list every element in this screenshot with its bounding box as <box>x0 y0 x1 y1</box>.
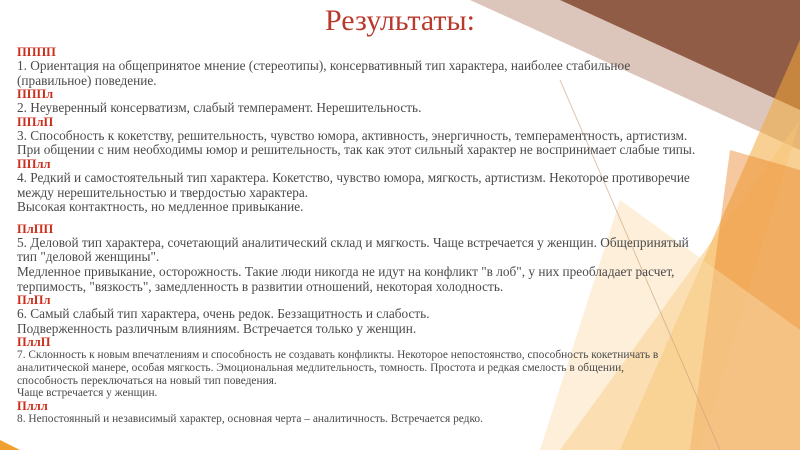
group-text-line: 8. Непостоянный и независимый характер, основная черта – аналитичность. Встречается редко. <box>17 412 483 425</box>
result-group-2 <box>17 88 787 116</box>
group-text-line: тип "деловой женщины". <box>17 249 160 265</box>
group-code: ПППП <box>17 45 56 59</box>
slide-title: Результаты: <box>325 4 475 37</box>
group-text-line: Высокая контактность, но медленное привыкание. <box>17 199 304 215</box>
group-code: ПлПл <box>17 293 51 308</box>
decor-bottom-left-triangle <box>0 440 20 450</box>
result-group-8 <box>17 400 787 426</box>
group-text-line: При общении с ним необходимы юмор и решительность, так как этот сильный характер не воспринимает слабые типы. <box>17 142 696 158</box>
group-text-line: 4. Редкий и самостоятельный тип характера. Кокетство, чувство юмора, мягкость, артистизм. Некоторое противоречие <box>17 169 690 185</box>
result-group-4 <box>17 158 787 215</box>
group-text-line: 2. Неуверенный консерватизм, слабый темперамент. Нерешительность. <box>17 100 422 116</box>
result-group-1 <box>17 46 787 88</box>
result-group-6 <box>17 294 787 336</box>
group-text-line: аналитической манере, особая мягкость. Эмоциональная медлительность, томность. Простота и редкая смелость в общении, <box>17 361 625 374</box>
group-code: Пллл <box>17 398 48 413</box>
group-code: ППлл <box>17 156 51 171</box>
result-group-3 <box>17 116 787 158</box>
group-text-line: способность переключаться на новый тип поведения. <box>17 374 277 387</box>
group-text-line: 3. Способность к кокетству, решительность, чувство юмора, активность, энергичность, темпераментность, артистизм. <box>17 127 688 143</box>
group-code: ППлП <box>17 114 54 129</box>
group-text-line: 5. Деловой тип характера, сочетающий аналитический склад и мягкость. Чаще встречается у женщин. Общепринятый <box>17 234 689 250</box>
result-group-7 <box>17 336 787 399</box>
group-text-line: Подверженность различным влияниям. Встречается только у женщин. <box>17 320 417 336</box>
group-text-line: терпимость, "вязкость", замедленность в развитии отношений, некоторая холодность. <box>17 278 504 294</box>
group-code: ПлПП <box>17 221 54 236</box>
group-code: ПллП <box>17 335 51 350</box>
group-text-line: 7. Склонность к новым впечатлениям и способность не создавать конфликты. Некоторое непостоянство, способность кокетничать в <box>17 349 659 362</box>
results-list <box>17 46 787 425</box>
result-group-5 <box>17 223 787 294</box>
group-text-line: между нерешительностью и твердостью характера. <box>17 184 309 200</box>
group-text-line: Чаще встречается у женщин. <box>17 387 158 400</box>
group-text-line: (правильное) поведение. <box>17 72 157 88</box>
spacer <box>17 215 787 223</box>
group-text-line: 1. Ориентация на общепринятое мнение (стереотипы), консервативный тип характера, наиболее стабильное <box>17 58 631 73</box>
group-code: ПППл <box>17 87 54 102</box>
group-text-line: Медленное привыкание, осторожность. Такие люди никогда не идут на конфликт "в лоб", у них преобладает расчет, <box>17 263 675 279</box>
group-text-line: 6. Самый слабый тип характера, очень редок. Беззащитность и слабость. <box>17 306 430 322</box>
